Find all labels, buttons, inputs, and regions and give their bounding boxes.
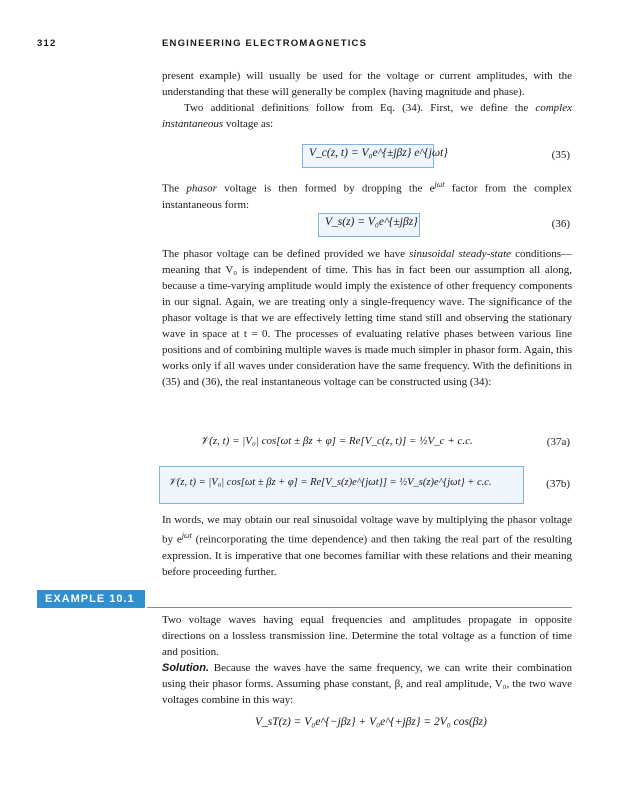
paragraph-3-text-a: The xyxy=(162,182,187,195)
example-banner: EXAMPLE 10.1 xyxy=(37,590,145,608)
paragraph-2-text-b: voltage as: xyxy=(223,118,274,130)
paragraph-1: present example) will usually be used for the voltage or current amplitudes, with the understanding that these will generally be complex (having magnitude and phase). xyxy=(162,70,572,98)
equation-37b: 𝒱(z, t) = |V₀| cos[ωt ± βz + φ] = Re[V_s(z)e^{jωt}] = ½V_s(z)e^{jωt} + c.c. xyxy=(168,477,492,488)
paragraph-2-text-a: Two additional definitions follow from Eq. (34). First, we define the xyxy=(184,102,536,114)
paragraph-2-emphasis: complex instantaneous xyxy=(162,102,572,130)
page-number: 312 xyxy=(37,38,57,49)
equation-35-number: (35) xyxy=(551,149,570,161)
paragraph-4-text-a: The phasor voltage can be defined provided we have xyxy=(162,248,410,260)
paragraph-6-superscript: jωt xyxy=(181,531,192,540)
equation-36-number: (36) xyxy=(551,218,570,230)
running-title: ENGINEERING ELECTROMAGNETICS xyxy=(162,38,368,49)
equation-37b-number: (37b) xyxy=(546,478,570,490)
example-divider xyxy=(147,607,572,608)
paragraph-4 xyxy=(162,246,572,390)
equation-37a-number: (37a) xyxy=(546,436,570,448)
example-problem: Two voltage waves having equal frequencies and amplitudes propagate in opposite directions on a lossless transmission line. Determine the total voltage as a function of time and position. xyxy=(162,614,572,658)
paragraph-3-superscript: jωt xyxy=(434,180,445,189)
paragraph-6-text-b: (reincorporating the time dependence) and then taking the real part of the resulting expression. It is imperative that one becomes familiar with these relations and their meaning before proceeding further. xyxy=(162,533,573,578)
paragraph-2 xyxy=(162,100,572,132)
solution-label: Solution. xyxy=(162,662,210,674)
paragraph-6-text-a: In words, we may obtain our real sinusoidal voltage wave by multiplying the phasor voltage by e xyxy=(162,514,572,546)
solution-text: Because the waves have the same frequency, we can write their combination using their phasor forms. Assuming phase constant, β, and real amplitude, V₀, the two wave voltages combine in this way: xyxy=(162,662,572,706)
example-solution xyxy=(162,660,572,708)
paragraph-3-emphasis: phasor xyxy=(186,182,217,195)
paragraph-3-text-c: factor from the complex instantaneous form: xyxy=(162,182,572,211)
equation-total-voltage: V_sT(z) = V₀e^{−jβz} + V₀e^{+jβz} = 2V₀ cos(βz) xyxy=(255,716,487,728)
paragraph-6 xyxy=(162,512,572,580)
equation-36: V_s(z) = V₀e^{±jβz} xyxy=(325,216,418,228)
paragraph-3-text-b: voltage is then formed by dropping the e xyxy=(216,182,435,195)
paragraph-4-emphasis: sinusoidal steady-state xyxy=(409,248,512,260)
equation-35: V_c(z, t) = V₀e^{±jβz} e^{jωt} xyxy=(309,147,448,159)
paragraph-4-text-b: conditions—meaning that V₀ is independent of time. This has in fact been our assumption all along, because a time-varying amplitude would imply the existence of other frequency components in our signal. Again, we are treating only a single-frequency wave. The significance of the phasor voltage is that we are effectively letting time stand still and observing the stationary wave in space at t = 0. The processes of evaluating relative phases between various line positions and of combining multiple waves is made much simpler in phasor form. Again, this works only if all waves under consideration have the same frequency. With the definitions in (35) and (36), the real instantaneous voltage can be constructed using (34): xyxy=(162,248,573,388)
equation-37a: 𝒱(z, t) = |V₀| cos[ωt ± βz + φ] = Re[V_c(z, t)] = ½V_c + c.c. xyxy=(200,435,473,447)
paragraph-3 xyxy=(162,177,572,213)
